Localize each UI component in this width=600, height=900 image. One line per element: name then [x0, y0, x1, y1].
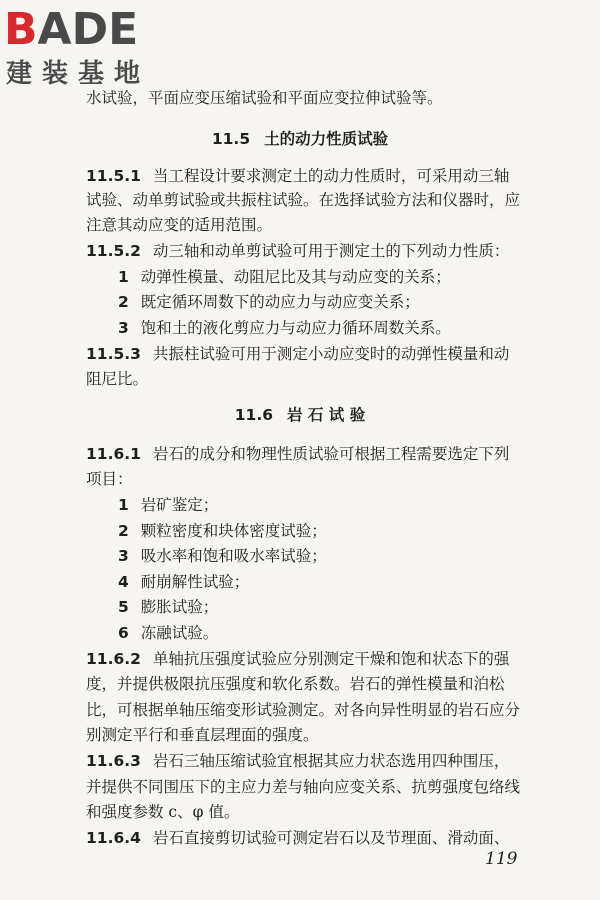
paragraph-line: 试验、动单剪试验或共振柱试验。在选择试验方法和仪器时，应	[86, 191, 521, 209]
paragraph-line: 别测定平行和垂直层理面的强度。	[86, 726, 319, 744]
clause-11-5-1: 11.5.1 当工程设计要求测定土的动力性质时，可采用动三轴	[86, 167, 510, 185]
paragraph-line: 注意其动应变的适用范围。	[86, 216, 273, 234]
list-item: 2 颗粒密度和块体密度试验；	[118, 522, 327, 540]
paragraph-line: 阻尼比。	[86, 370, 149, 388]
list-item: 1 动弹性模量、动阻尼比及其与动应变的关系；	[118, 268, 451, 286]
list-item: 3 吸水率和饱和吸水率试验；	[118, 547, 327, 565]
section-title-11-6: 11.6 岩 石 试 验	[234, 406, 366, 424]
list-item: 1 岩矿鉴定；	[118, 496, 219, 514]
logo-brand: BADE	[4, 4, 139, 55]
list-item: 6 冻融试验。	[118, 624, 219, 642]
clause-11-6-1: 11.6.1 岩石的成分和物理性质试验可根据工程需要选定下列	[86, 445, 510, 463]
paragraph-line: 比，可根据单轴压缩变形试验测定。对各向异性明显的岩石应分	[86, 701, 521, 719]
section-title-11-5: 11.5 土的动力性质试验	[211, 130, 389, 148]
paragraph-line: 度，并提供极限抗压强度和软化系数。岩石的弹性模量和泊松	[86, 675, 505, 693]
paragraph-line: 水试验，平面应变压缩试验和平面应变拉伸试验等。	[86, 89, 443, 107]
paragraph-line: 项目：	[86, 470, 133, 488]
paragraph-line: 和强度参数 c、φ 值。	[86, 803, 240, 821]
page-number: 119	[485, 849, 518, 869]
paragraph-line: 并提供不同围压下的主应力差与轴向应变关系、抗剪强度包络线	[86, 778, 521, 796]
list-item: 2 既定循环周数下的动应力与动应变关系；	[118, 293, 420, 311]
list-item: 5 膨胀试验；	[118, 598, 219, 616]
clause-11-5-2: 11.5.2 动三轴和动单剪试验可用于测定土的下列动力性质：	[86, 242, 510, 260]
clause-11-5-3: 11.5.3 共振柱试验可用于测定小动应变时的动弹性模量和动	[86, 345, 510, 363]
watermark-logo	[2, 4, 174, 100]
list-item: 3 饱和土的液化剪应力与动应力循环周数关系。	[118, 319, 451, 337]
clause-11-6-3: 11.6.3 岩石三轴压缩试验宜根据其应力状态选用四种围压，	[86, 752, 510, 770]
logo-subtitle: 建装基地	[6, 59, 151, 89]
list-item: 4 耐崩解性试验；	[118, 573, 250, 591]
clause-11-6-4: 11.6.4 岩石直接剪切试验可测定岩石以及节理面、滑动面、	[86, 829, 510, 847]
clause-11-6-2: 11.6.2 单轴抗压强度试验应分别测定干燥和饱和状态下的强	[86, 650, 510, 668]
